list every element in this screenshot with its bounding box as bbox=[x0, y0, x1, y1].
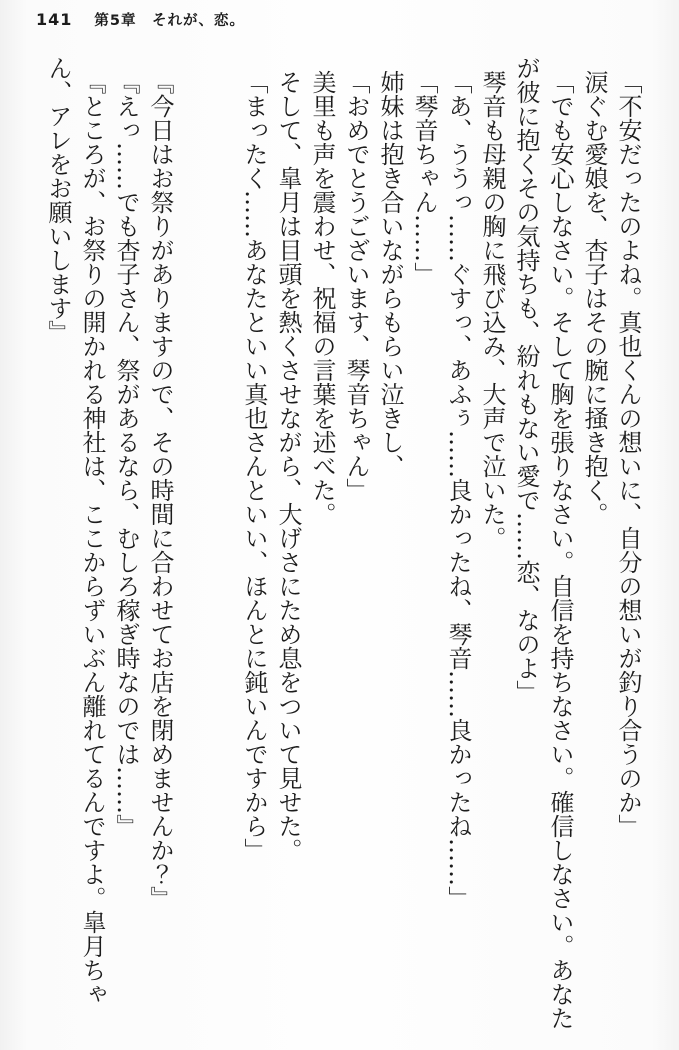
page-header bbox=[36, 9, 245, 30]
paragraph: 涙ぐむ愛娘を、杏子はその腕に掻き抱く。 bbox=[580, 70, 608, 526]
paragraph: 「不安だったのよね。真也くんの想いに、自分の想いが釣り合うのか」 bbox=[614, 70, 642, 838]
page-body bbox=[41, 56, 645, 1046]
paragraph: そして、皐月は目頭を熱くさせながら、大げさにため息をついて見せた。 bbox=[274, 70, 302, 862]
chapter-title: 第5章 それが、恋。 bbox=[94, 13, 245, 29]
paragraph: 琴音も母親の胸に飛び込み、大声で泣いた。 bbox=[478, 70, 506, 550]
paragraph: 『ところが、お祭りの開かれる神社は、ここからずいぶん離れてるんですよ。皐月ちゃん、アレをお願いします』 bbox=[44, 56, 106, 1006]
paragraph: 「琴音ちゃん……」 bbox=[410, 70, 438, 286]
paragraph: 「でも安心しなさい。そして胸を張りなさい。自信を持ちなさい。確信しなさい。あなたが彼に抱くその気持ちも、紛れもない愛で……恋、なのよ」 bbox=[512, 56, 574, 1030]
page-number: 141 bbox=[36, 10, 73, 29]
paragraph: 『えっ……でも杏子さん、祭があるなら、むしろ稼ぎ時なのでは……』 bbox=[112, 70, 140, 838]
paragraph: 『今日はお祭りがありますので、その時間に合わせてお店を閉めませんか？』 bbox=[146, 70, 174, 910]
paragraph: 「おめでとうございます、琴音ちゃん」 bbox=[342, 70, 370, 502]
paragraph: 「まったく……あなたといい真也さんといい、ほんとに鈍いんですから」 bbox=[240, 70, 268, 862]
paragraph: 姉妹は抱き合いながらもらい泣きし、 bbox=[376, 70, 404, 478]
scene-break bbox=[177, 56, 237, 1046]
paragraph: 「あ、ううっ……ぐすっ、あふぅ……良かったね、琴音……良かったね……」 bbox=[444, 70, 472, 910]
paragraph: 美里も声を震わせ、祝福の言葉を述べた。 bbox=[308, 70, 336, 526]
